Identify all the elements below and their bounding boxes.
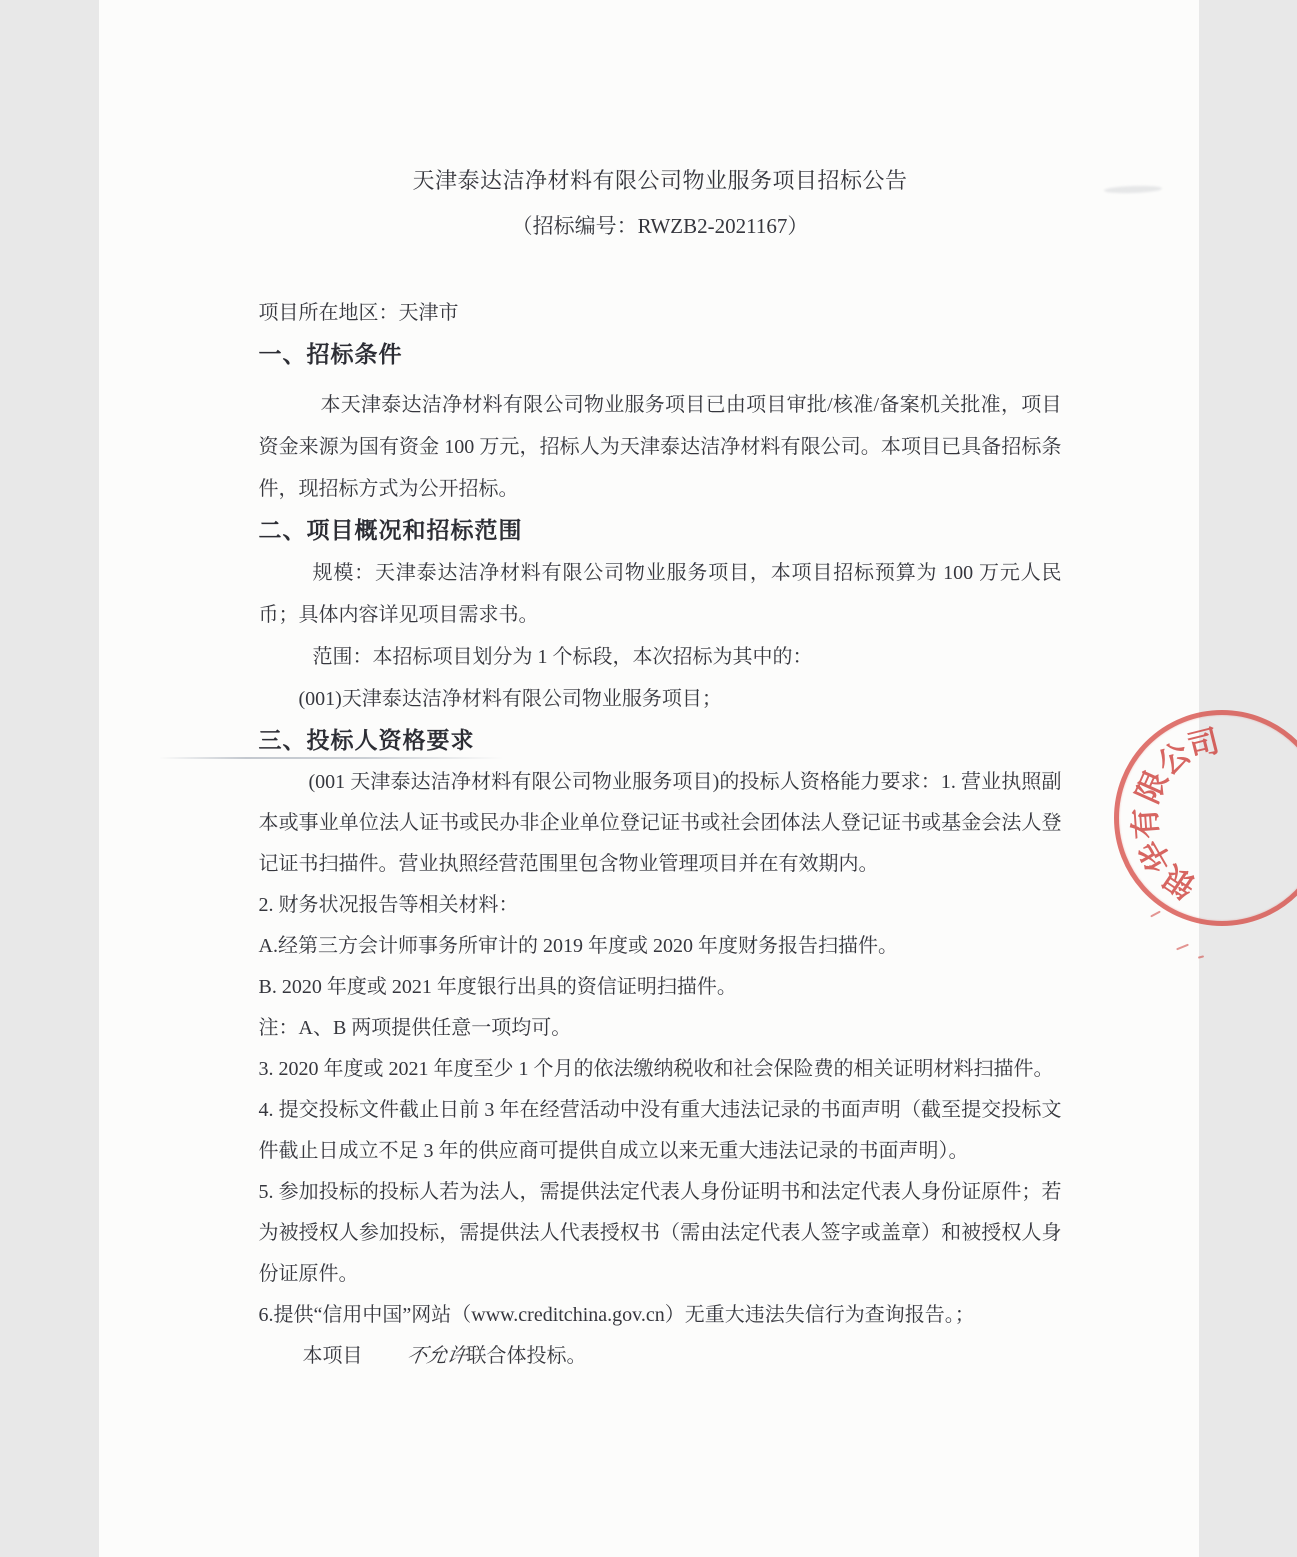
no-consortium-suffix: 联合体投标。 <box>466 1345 587 1367</box>
seal-arc-char: 华 <box>1132 834 1179 879</box>
document-title: 天津泰达洁净材料有限公司物业服务项目招标公告 <box>412 168 908 193</box>
tender-number-subtitle: （招标编号：RWZB2-2021167） <box>511 214 809 238</box>
seal-arc-char: 有 <box>1126 806 1164 841</box>
no-consortium-line <box>259 1336 1062 1377</box>
seal-speck <box>1150 911 1161 918</box>
section3-heading: 三、投标人资格要求 <box>258 728 475 753</box>
qualification-item-3: 3. 2020 年度或 2021 年度至少 1 个月的依法缴纳税收和社会保险费的相关证明材料扫描件。 <box>258 1058 1054 1080</box>
qualification-item-2b: B. 2020 年度或 2021 年度银行出具的资信证明扫描件。 <box>258 976 737 998</box>
no-consortium-prefix: 本项目 <box>302 1345 363 1367</box>
scan-artifact-line <box>159 757 504 759</box>
section1-paragraph: 本天津泰达洁净材料有限公司物业服务项目已由项目审批/核准/备案机关批准，项目资金来源为国有资金 100 万元，招标人为天津泰达洁净材料有限公司。本项目已具备招标条件，现招标方式为公开招标。 <box>258 394 1062 500</box>
seal-speck <box>1176 944 1189 951</box>
section2-scale-paragraph: 规模：天津泰达洁净材料有限公司物业服务项目，本项目招标预算为 100 万元人民币；具体内容详见项目需求书。 <box>258 562 1062 626</box>
scan-smudge <box>1103 185 1161 194</box>
section2-heading: 二、项目概况和招标范围 <box>258 518 523 543</box>
qualification-intro-paragraph: (001 天津泰达洁净材料有限公司物业服务项目)的投标人资格能力要求：1. 营业执照副本或事业单位法人证书或民办非企业单位登记证书或社会团体法人登记证书或基金会法人登记证书扫描件。营业执照经营范围里包含物业管理项目并在有效期内。 <box>258 771 1062 875</box>
qualification-item-2-note: 注：A、B 两项提供任意一项均可。 <box>258 1017 572 1039</box>
seal-speck <box>1197 955 1203 958</box>
project-location-line: 项目所在地区：天津市 <box>258 302 459 324</box>
qualification-item-6: 6.提供“信用中国”网站（www.creditchina.gov.cn）无重大违法失信行为查询报告。； <box>258 1304 975 1326</box>
company-seal-stamp <box>1114 710 1297 926</box>
scanned-tender-announcement-page <box>99 0 1223 1557</box>
qualification-item-5: 5. 参加投标的投标人若为法人，需提供法定代表人身份证明书和法定代表人身份证原件；若为被授权人参加投标，需提供法人代表授权书（需由法定代表人签字或盖章）和被授权人身份证原件。 <box>258 1181 1062 1285</box>
section2-scope-paragraph: 范围：本招标项目划分为 1 个标段，本次招标为其中的： <box>312 646 813 668</box>
no-consortium-emphasis: 不允许 <box>404 1345 469 1367</box>
section2-lot-line: (001)天津泰达洁净材料有限公司物业服务项目； <box>298 688 722 710</box>
seal-arc-char: 限 <box>1129 765 1174 809</box>
document-body <box>259 292 1062 1377</box>
seal-arc-char: 司 <box>1183 723 1223 765</box>
seal-arc-char: 公 <box>1150 735 1197 782</box>
section1-heading: 一、招标条件 <box>258 342 403 367</box>
qualification-item-2: 2. 财务状况报告等相关材料： <box>258 894 519 916</box>
seal-arc-char: 银 <box>1156 858 1202 905</box>
qualification-item-4: 4. 提交投标文件截止日前 3 年在经营活动中没有重大违法记录的书面声明（截至提交投标文件截止日成立不足 3 年的供应商可提供自成立以来无重大违法记录的书面声明）。 <box>258 1099 1062 1162</box>
qualification-item-2a: A.经第三方会计师事务所审计的 2019 年度或 2020 年度财务报告扫描件。 <box>258 935 898 957</box>
section3-items <box>259 762 1062 1377</box>
